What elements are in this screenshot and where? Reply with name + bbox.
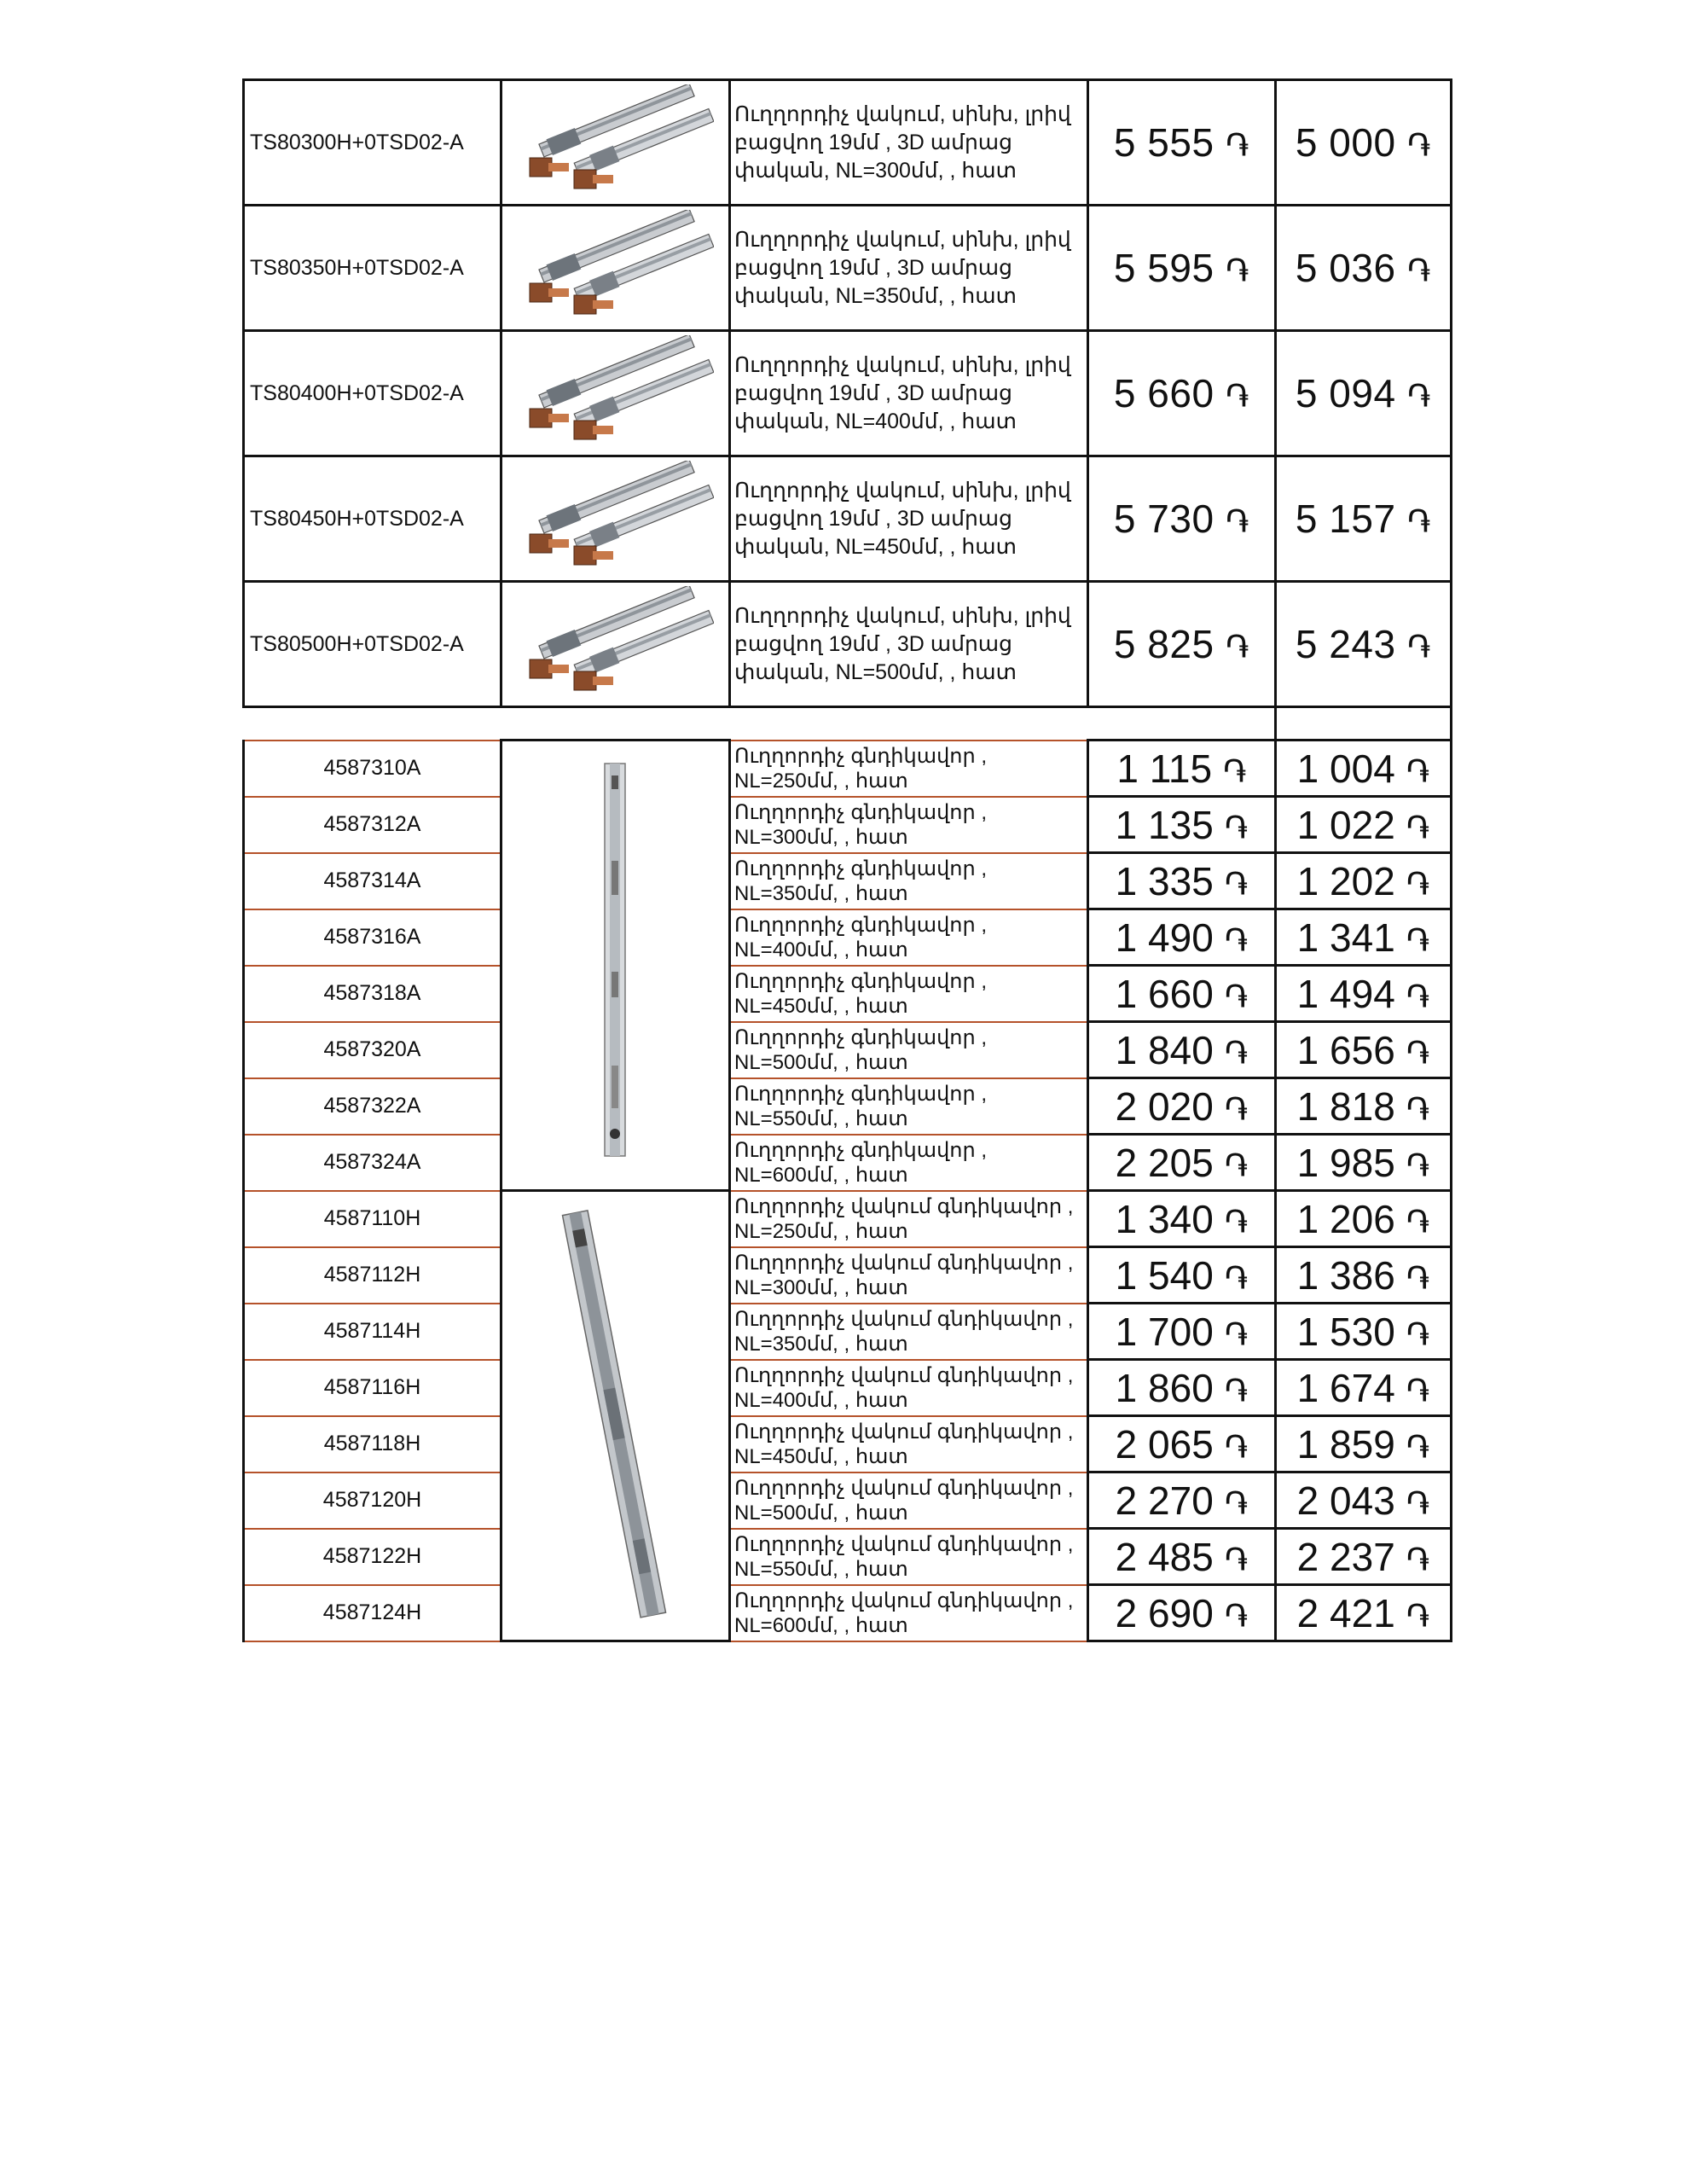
description-line: Ուղղորդիչ գնդիկավոր ,	[734, 744, 988, 768]
retail-price	[1088, 582, 1276, 707]
retail-price	[1088, 80, 1276, 206]
retail-price	[1088, 1416, 1276, 1472]
retail-price	[1088, 1360, 1276, 1416]
description-line: Ուղղորդիչ վակում գնդիկավոր ,	[734, 1194, 1074, 1218]
retail-price	[1088, 331, 1276, 456]
description-line: Ուղղորդիչ գնդիկավոր ,	[734, 969, 988, 993]
description-line: NL=350մմ, , հատ	[734, 881, 908, 905]
product-description	[730, 80, 1088, 206]
dram-currency-symbol: ֏	[1406, 1371, 1430, 1409]
retail-price	[1088, 853, 1276, 909]
discount-price-value: 1 818	[1296, 1083, 1395, 1129]
product-image-cell	[501, 1191, 730, 1641]
retail-price-value: 5 825	[1113, 622, 1215, 666]
retail-price-value: 5 660	[1113, 371, 1215, 415]
retail-price	[1088, 456, 1276, 582]
retail-price	[1088, 1585, 1276, 1641]
dram-currency-symbol: ֏	[1406, 921, 1430, 959]
price-list-sheet	[242, 78, 1452, 1642]
product-code: 4587314A	[244, 853, 501, 909]
description-line: բացվող 19մմ , 3D ամրաց	[734, 506, 1012, 531]
description-line: Ուղղորդիչ վակում, սինխ, լրիվ	[734, 478, 1071, 502]
drawer-slide-photo	[518, 84, 714, 197]
product-description	[730, 1135, 1088, 1191]
dram-currency-symbol: ֏	[1225, 502, 1250, 540]
description-line: բացվող 19մմ , 3D ամրաց	[734, 380, 1012, 405]
dram-currency-symbol: ֏	[1224, 1596, 1249, 1635]
dram-currency-symbol: ֏	[1224, 977, 1249, 1015]
discount-price-value: 1 206	[1296, 1196, 1395, 1241]
product-code: 4587124H	[244, 1585, 501, 1641]
discount-price	[1276, 1022, 1452, 1078]
description-line: Ուղղորդիչ վակում, սինխ, լրիվ	[734, 352, 1071, 377]
product-description	[730, 582, 1088, 707]
description-line: բացվող 19մմ , 3D ամրաց	[734, 255, 1012, 280]
product-row	[244, 1529, 1452, 1585]
product-image-cell	[501, 582, 730, 707]
product-code: TS80350H+0TSD02-A	[244, 206, 501, 331]
retail-price-value: 2 690	[1115, 1590, 1214, 1635]
dram-currency-symbol: ֏	[1406, 502, 1432, 540]
product-description	[730, 1529, 1088, 1585]
retail-price-value: 1 490	[1115, 915, 1214, 960]
retail-price-value: 5 595	[1113, 246, 1215, 290]
description-line: Ուղղորդիչ վակում գնդիկավոր ,	[734, 1420, 1074, 1443]
dram-currency-symbol: ֏	[1225, 252, 1250, 289]
product-row	[244, 853, 1452, 909]
discount-price-value: 2 237	[1296, 1534, 1395, 1579]
retail-price	[1088, 1022, 1276, 1078]
dram-currency-symbol: ֏	[1224, 1258, 1249, 1297]
dram-currency-symbol: ֏	[1406, 1089, 1430, 1128]
dram-currency-symbol: ֏	[1406, 1202, 1430, 1240]
retail-price	[1088, 966, 1276, 1022]
description-line: Ուղղորդիչ վակում գնդիկավոր ,	[734, 1251, 1074, 1275]
description-line: NL=600մմ, , հատ	[734, 1163, 908, 1187]
product-description	[730, 1472, 1088, 1529]
product-code: 4587310A	[244, 741, 501, 797]
discount-price-value: 5 000	[1295, 120, 1396, 165]
product-image-cell	[501, 456, 730, 582]
retail-price	[1088, 1247, 1276, 1304]
dram-currency-symbol: ֏	[1406, 1146, 1430, 1184]
dram-currency-symbol: ֏	[1406, 752, 1430, 790]
retail-price-value: 2 065	[1115, 1421, 1214, 1467]
product-row	[244, 206, 1452, 331]
description-line: NL=250մմ, , հատ	[734, 1219, 908, 1243]
description-line: NL=250մմ, , հատ	[734, 769, 908, 793]
product-row	[244, 1416, 1452, 1472]
description-line: փական, NL=350մմ, , հատ	[734, 283, 1017, 308]
product-row	[244, 741, 1452, 797]
discount-price	[1276, 1416, 1452, 1472]
discount-price	[1276, 1529, 1452, 1585]
retail-price-value: 1 340	[1115, 1196, 1214, 1241]
description-line: NL=500մմ, , հատ	[734, 1050, 908, 1074]
product-code: 4587110H	[244, 1191, 501, 1247]
product-description	[730, 1078, 1088, 1135]
retail-price-value: 1 660	[1115, 971, 1214, 1016]
description-line: բացվող 19մմ , 3D ամրաց	[734, 631, 1012, 656]
product-code: 4587112H	[244, 1247, 501, 1304]
discount-price	[1276, 80, 1452, 206]
retail-price-value: 1 115	[1116, 746, 1213, 791]
product-description	[730, 1191, 1088, 1247]
dram-currency-symbol: ֏	[1224, 1089, 1249, 1128]
dram-currency-symbol: ֏	[1224, 1033, 1249, 1072]
product-row	[244, 1585, 1452, 1641]
product-image-cell	[501, 206, 730, 331]
discount-price-value: 5 157	[1295, 497, 1396, 541]
retail-price	[1088, 1191, 1276, 1247]
discount-price-value: 5 094	[1295, 371, 1396, 415]
drawer-slide-photo	[518, 461, 714, 573]
description-line: NL=600մմ, , հատ	[734, 1613, 908, 1637]
product-description	[730, 1585, 1088, 1641]
product-row	[244, 1472, 1452, 1529]
discount-price	[1276, 853, 1452, 909]
discount-price	[1276, 1247, 1452, 1304]
discount-price	[1276, 582, 1452, 707]
product-description	[730, 1022, 1088, 1078]
product-row	[244, 1191, 1452, 1247]
product-description	[730, 1304, 1088, 1360]
dram-currency-symbol: ֏	[1406, 377, 1432, 415]
description-line: NL=450մմ, , հատ	[734, 994, 908, 1018]
dram-currency-symbol: ֏	[1224, 864, 1249, 903]
product-row	[244, 1135, 1452, 1191]
dram-currency-symbol: ֏	[1406, 1315, 1430, 1353]
dram-currency-symbol: ֏	[1225, 628, 1250, 665]
product-code: 4587114H	[244, 1304, 501, 1360]
product-image-cell	[501, 80, 730, 206]
retail-price	[1088, 1304, 1276, 1360]
product-description	[730, 1416, 1088, 1472]
product-code: TS80450H+0TSD02-A	[244, 456, 501, 582]
description-line: Ուղղորդիչ վակում, սինխ, լրիվ	[734, 603, 1071, 628]
description-line: Ուղղորդիչ վակում գնդիկավոր ,	[734, 1476, 1074, 1500]
retail-price	[1088, 909, 1276, 966]
discount-price	[1276, 966, 1452, 1022]
discount-price	[1276, 1472, 1452, 1529]
product-code: 4587122H	[244, 1529, 501, 1585]
description-line: Ուղղորդիչ վակում գնդիկավոր ,	[734, 1589, 1074, 1612]
product-code: 4587320A	[244, 1022, 501, 1078]
dram-currency-symbol: ֏	[1224, 1315, 1249, 1353]
dram-currency-symbol: ֏	[1222, 752, 1247, 790]
description-line: Ուղղորդիչ վակում, սինխ, լրիվ	[734, 227, 1071, 252]
dram-currency-symbol: ֏	[1406, 1484, 1430, 1522]
product-row	[244, 1078, 1452, 1135]
description-line: Ուղղորդիչ վակում գնդիկավոր ,	[734, 1532, 1074, 1556]
dram-currency-symbol: ֏	[1224, 808, 1249, 846]
dram-currency-symbol: ֏	[1225, 126, 1250, 164]
discount-price	[1276, 797, 1452, 853]
description-line: Ուղղորդիչ գնդիկավոր ,	[734, 800, 988, 824]
retail-price	[1088, 1078, 1276, 1135]
discount-price	[1276, 1078, 1452, 1135]
dram-currency-symbol: ֏	[1224, 1540, 1249, 1578]
product-row	[244, 1022, 1452, 1078]
ball-bearing-slide-photo	[586, 758, 646, 1168]
product-code: 4587120H	[244, 1472, 501, 1529]
description-line: փական, NL=300մմ, , հատ	[734, 158, 1017, 183]
product-row	[244, 331, 1452, 456]
product-code: 4587316A	[244, 909, 501, 966]
product-code: 4587116H	[244, 1360, 501, 1416]
dram-currency-symbol: ֏	[1224, 1146, 1249, 1184]
discount-price	[1276, 1585, 1452, 1641]
discount-price-value: 1 341	[1296, 915, 1395, 960]
product-code: 4587324A	[244, 1135, 501, 1191]
discount-price-value: 5 036	[1295, 246, 1396, 290]
retail-price	[1088, 1529, 1276, 1585]
retail-price	[1088, 741, 1276, 797]
product-code: 4587312A	[244, 797, 501, 853]
retail-price	[1088, 797, 1276, 853]
description-line: NL=350մմ, , հատ	[734, 1332, 908, 1356]
product-row	[244, 1304, 1452, 1360]
description-line: Ուղղորդիչ գնդիկավոր ,	[734, 1082, 988, 1106]
description-line: NL=450մմ, , հատ	[734, 1444, 908, 1468]
retail-price-value: 1 540	[1115, 1252, 1214, 1298]
product-image-cell	[501, 331, 730, 456]
discount-price-value: 1 985	[1296, 1140, 1395, 1185]
discount-price	[1276, 1360, 1452, 1416]
product-description	[730, 909, 1088, 966]
description-line: NL=550մմ, , հատ	[734, 1557, 908, 1581]
description-line: Ուղղորդիչ վակում, սինխ, լրիվ	[734, 102, 1071, 126]
retail-price-value: 1 840	[1115, 1027, 1214, 1072]
dram-currency-symbol: ֏	[1224, 1371, 1249, 1409]
product-row	[244, 797, 1452, 853]
retail-price-value: 2 485	[1115, 1534, 1214, 1579]
product-description	[730, 206, 1088, 331]
description-line: բացվող 19մմ , 3D ամրաց	[734, 130, 1012, 154]
drawer-slide-photo	[518, 210, 714, 322]
dram-currency-symbol: ֏	[1406, 1427, 1430, 1466]
discount-price	[1276, 741, 1452, 797]
price-table	[242, 78, 1452, 1642]
product-row	[244, 966, 1452, 1022]
dram-currency-symbol: ֏	[1406, 126, 1432, 164]
dram-currency-symbol: ֏	[1406, 1596, 1430, 1635]
retail-price	[1088, 1135, 1276, 1191]
product-image-cell	[501, 741, 730, 1191]
description-line: Ուղղորդիչ գնդիկավոր ,	[734, 857, 988, 880]
retail-price-value: 5 730	[1113, 497, 1215, 541]
retail-price-value: 2 020	[1115, 1083, 1214, 1129]
product-row	[244, 1360, 1452, 1416]
product-description	[730, 966, 1088, 1022]
product-code: 4587318A	[244, 966, 501, 1022]
discount-price	[1276, 1135, 1452, 1191]
gap-cell	[1276, 707, 1452, 741]
dram-currency-symbol: ֏	[1406, 864, 1430, 903]
product-description	[730, 853, 1088, 909]
discount-price-value: 1 022	[1296, 802, 1395, 847]
soft-close-ball-slide-photo	[560, 1200, 671, 1627]
dram-currency-symbol: ֏	[1224, 1484, 1249, 1522]
dram-currency-symbol: ֏	[1406, 1258, 1430, 1297]
dram-currency-symbol: ֏	[1224, 921, 1249, 959]
discount-price-value: 1 202	[1296, 858, 1395, 903]
product-row	[244, 80, 1452, 206]
drawer-slide-photo	[518, 586, 714, 699]
product-code: TS80500H+0TSD02-A	[244, 582, 501, 707]
price-table-body	[244, 80, 1452, 1641]
drawer-slide-photo	[518, 335, 714, 448]
description-line: փական, NL=400մմ, , հատ	[734, 409, 1017, 433]
description-line: Ուղղորդիչ գնդիկավոր ,	[734, 1025, 988, 1049]
product-row	[244, 456, 1452, 582]
description-line: NL=300մմ, , հատ	[734, 1275, 908, 1299]
product-description	[730, 456, 1088, 582]
dram-currency-symbol: ֏	[1406, 1540, 1430, 1578]
description-line: NL=550մմ, , հատ	[734, 1107, 908, 1130]
product-description	[730, 331, 1088, 456]
product-description	[730, 1247, 1088, 1304]
description-line: Ուղղորդիչ վակում գնդիկավոր ,	[734, 1363, 1074, 1387]
dram-currency-symbol: ֏	[1224, 1427, 1249, 1466]
retail-price-value: 2 205	[1115, 1140, 1214, 1185]
retail-price-value: 2 270	[1115, 1478, 1214, 1523]
product-description	[730, 741, 1088, 797]
description-line: Ուղղորդիչ վակում գնդիկավոր ,	[734, 1307, 1074, 1331]
description-line: փական, NL=500մմ, , հատ	[734, 659, 1017, 684]
discount-price	[1276, 206, 1452, 331]
dram-currency-symbol: ֏	[1406, 977, 1430, 1015]
discount-price-value: 1 674	[1296, 1365, 1395, 1410]
discount-price	[1276, 456, 1452, 582]
discount-price	[1276, 331, 1452, 456]
dram-currency-symbol: ֏	[1406, 808, 1430, 846]
discount-price	[1276, 1304, 1452, 1360]
description-line: NL=400մմ, , հատ	[734, 938, 908, 961]
product-row	[244, 909, 1452, 966]
discount-price-value: 1 530	[1296, 1309, 1395, 1354]
discount-price-value: 1 859	[1296, 1421, 1395, 1467]
discount-price-value: 1 004	[1296, 746, 1395, 791]
discount-price-value: 1 494	[1296, 971, 1395, 1016]
discount-price	[1276, 909, 1452, 966]
product-description	[730, 1360, 1088, 1416]
product-row	[244, 582, 1452, 707]
discount-price-value: 1 386	[1296, 1252, 1395, 1298]
gap-cell	[244, 707, 1276, 741]
dram-currency-symbol: ֏	[1224, 1202, 1249, 1240]
dram-currency-symbol: ֏	[1406, 628, 1432, 665]
description-line: NL=300մմ, , հատ	[734, 825, 908, 849]
dram-currency-symbol: ֏	[1225, 377, 1250, 415]
retail-price-value: 1 135	[1115, 802, 1214, 847]
discount-price	[1276, 1191, 1452, 1247]
product-code: TS80400H+0TSD02-A	[244, 331, 501, 456]
dram-currency-symbol: ֏	[1406, 1033, 1430, 1072]
dram-currency-symbol: ֏	[1406, 252, 1432, 289]
description-line: Ուղղորդիչ գնդիկավոր ,	[734, 1138, 988, 1162]
section-gap	[244, 707, 1452, 741]
product-code: 4587118H	[244, 1416, 501, 1472]
retail-price-value: 1 700	[1115, 1309, 1214, 1354]
description-line: փական, NL=450մմ, , հատ	[734, 534, 1017, 559]
retail-price	[1088, 1472, 1276, 1529]
discount-price-value: 5 243	[1295, 622, 1396, 666]
description-line: NL=400մմ, , հատ	[734, 1388, 908, 1412]
retail-price-value: 5 555	[1113, 120, 1215, 165]
product-code: 4587322A	[244, 1078, 501, 1135]
product-code: TS80300H+0TSD02-A	[244, 80, 501, 206]
description-line: Ուղղորդիչ գնդիկավոր ,	[734, 913, 988, 937]
discount-price-value: 2 043	[1296, 1478, 1395, 1523]
retail-price-value: 1 860	[1115, 1365, 1214, 1410]
description-line: NL=500մմ, , հատ	[734, 1501, 908, 1525]
discount-price-value: 2 421	[1296, 1590, 1395, 1635]
product-row	[244, 1247, 1452, 1304]
product-description	[730, 797, 1088, 853]
retail-price-value: 1 335	[1115, 858, 1214, 903]
discount-price-value: 1 656	[1296, 1027, 1395, 1072]
retail-price	[1088, 206, 1276, 331]
